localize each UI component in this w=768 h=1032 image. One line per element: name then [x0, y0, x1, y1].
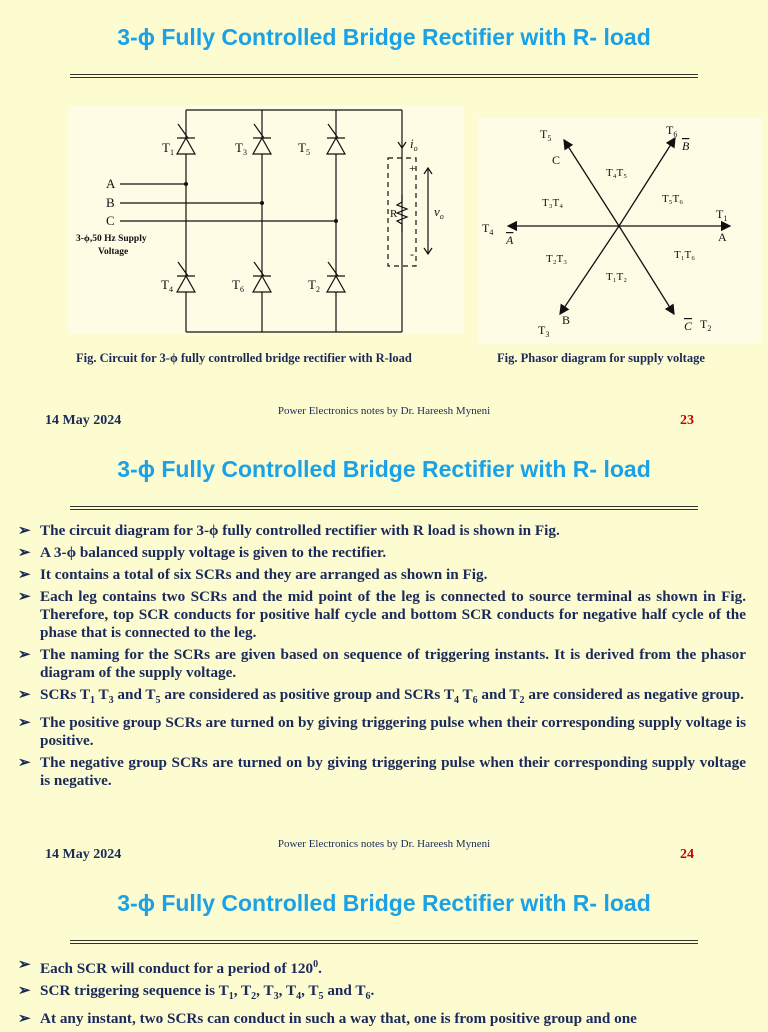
- svg-text:T3: $T_3$: [538, 323, 550, 339]
- svg-text:T₁T₂: T₁T₂: [606, 271, 628, 283]
- circuit-caption: Fig. Circuit for 3-ϕ fully controlled bridge rectifier with R-load: [76, 351, 412, 365]
- label-t1: $T_1$: [162, 140, 174, 157]
- bullet-list: [18, 522, 746, 794]
- label-phase-b: B: [106, 195, 115, 210]
- label-phase-a: A: [106, 176, 116, 191]
- label-plus: +: [409, 161, 416, 175]
- supply-label-line1: 3-ϕ,50 Hz Supply: [76, 234, 147, 244]
- supply-label-line2: Voltage: [98, 247, 129, 257]
- circuit-diagram: [68, 106, 464, 334]
- list-item: ➢ A 3-ϕ balanced supply voltage is given to the rectifier.: [18, 544, 387, 561]
- slide-date: 14 May 2024: [45, 847, 122, 862]
- page-number: 24: [680, 847, 694, 862]
- list-item: ➢ Each leg contains two SCRs and the mid point of the leg is connected to source terminal as shown in Fig. Therefore, top SCR conducts for positive half cycle and bottom SCR conducts for negative half cycle of the phase that is connected to the leg.: [18, 588, 746, 641]
- svg-text:T₁T₆: T₁T₆: [674, 249, 696, 261]
- list-item: ➢ SCR triggering sequence is $T_1$, $T_2$, $T_3$, $T_4$, $T_5$ and $T_6$.: [18, 982, 375, 1003]
- label-t2: $T_2$: [308, 277, 320, 294]
- label-r: R: [390, 208, 398, 220]
- phasor-svg: [478, 118, 762, 344]
- svg-text:T₂T₃: T₂T₃: [546, 253, 568, 265]
- list-item: ➢ Each SCR will conduct for a period of $120^0$.: [18, 956, 322, 978]
- svg-text:B: B: [562, 313, 571, 327]
- svg-text:T₃T₄: T₃T₄: [542, 197, 564, 209]
- slide-title: 3-ϕ Fully Controlled Bridge Rectifier with R- load: [117, 456, 651, 482]
- footer-author: Power Electronics notes by Dr. Hareesh Myneni: [277, 405, 491, 417]
- svg-text:T₄T₅: T₄T₅: [606, 167, 628, 179]
- list-item: ➢ SCRs $T_1$ $T_3$ and $T_5$ are considered as positive group and SCRs $T_4$ $T_6$ and $T_2$ are considered as negative group.: [18, 686, 744, 707]
- label-t6: $T_6$: [232, 277, 244, 294]
- label-minus: -: [410, 247, 414, 261]
- title-divider: [70, 506, 698, 510]
- slide-title: 3-ϕ Fully Controlled Bridge Rectifier with R- load: [117, 24, 651, 50]
- list-item: ➢ The naming for the SCRs are given based on sequence of triggering instants. It is derived from the phasor diagram of the supply voltage.: [18, 646, 746, 681]
- label-t4: $T_4$: [161, 277, 173, 294]
- label-io: $i_o$: [410, 136, 418, 153]
- title-divider: [70, 74, 698, 78]
- svg-text:T₅T₆: T₅T₆: [662, 193, 684, 205]
- label-t3: $T_3$: [235, 140, 247, 157]
- page-number: 23: [680, 413, 694, 428]
- phasor-diagram: [478, 118, 762, 344]
- title-divider: [70, 940, 698, 944]
- svg-text:C: C: [552, 153, 561, 167]
- list-item: ➢ The circuit diagram for 3-ϕ fully controlled rectifier with R load is shown in Fig.: [18, 522, 560, 539]
- svg-text:C: C: [684, 319, 693, 333]
- svg-text:A: A: [718, 230, 727, 244]
- svg-text:A: A: [506, 233, 514, 247]
- svg-text:T4: $T_4$: [482, 221, 494, 237]
- label-vo: $v_o$: [434, 204, 444, 221]
- list-item: ➢ The positive group SCRs are turned on by giving triggering pulse when their corresponding supply voltage is positive.: [18, 714, 746, 750]
- slide-date: 14 May 2024: [45, 413, 122, 428]
- svg-text:T1: $T_1$: [716, 207, 728, 223]
- bridge-circuit-svg: [68, 106, 464, 334]
- slide-title: 3-ϕ Fully Controlled Bridge Rectifier with R- load: [117, 890, 651, 916]
- phasor-caption: Fig. Phasor diagram for supply voltage: [497, 351, 705, 365]
- label-phase-c: C: [106, 213, 115, 228]
- svg-text:T2: $T_2$: [700, 317, 712, 333]
- bullet-list: [18, 956, 746, 1032]
- list-item: ➢ The negative group SCRs are turned on by giving triggering pulse when their corresponding supply voltage is negative.: [18, 754, 746, 790]
- svg-text:T6: $T_6$: [666, 123, 678, 139]
- list-item: ➢ At any instant, two SCRs can conduct in such a way that, one is from positive group and one: [18, 1010, 637, 1028]
- svg-text:T5: $T_5$: [540, 127, 552, 143]
- thyristors: [177, 124, 345, 292]
- label-t5: $T_5$: [298, 140, 310, 157]
- footer-author: Power Electronics notes by Dr. Hareesh Myneni: [277, 838, 491, 850]
- svg-text:B: B: [682, 139, 690, 153]
- list-item: ➢ It contains a total of six SCRs and they are arranged as shown in Fig.: [18, 566, 488, 583]
